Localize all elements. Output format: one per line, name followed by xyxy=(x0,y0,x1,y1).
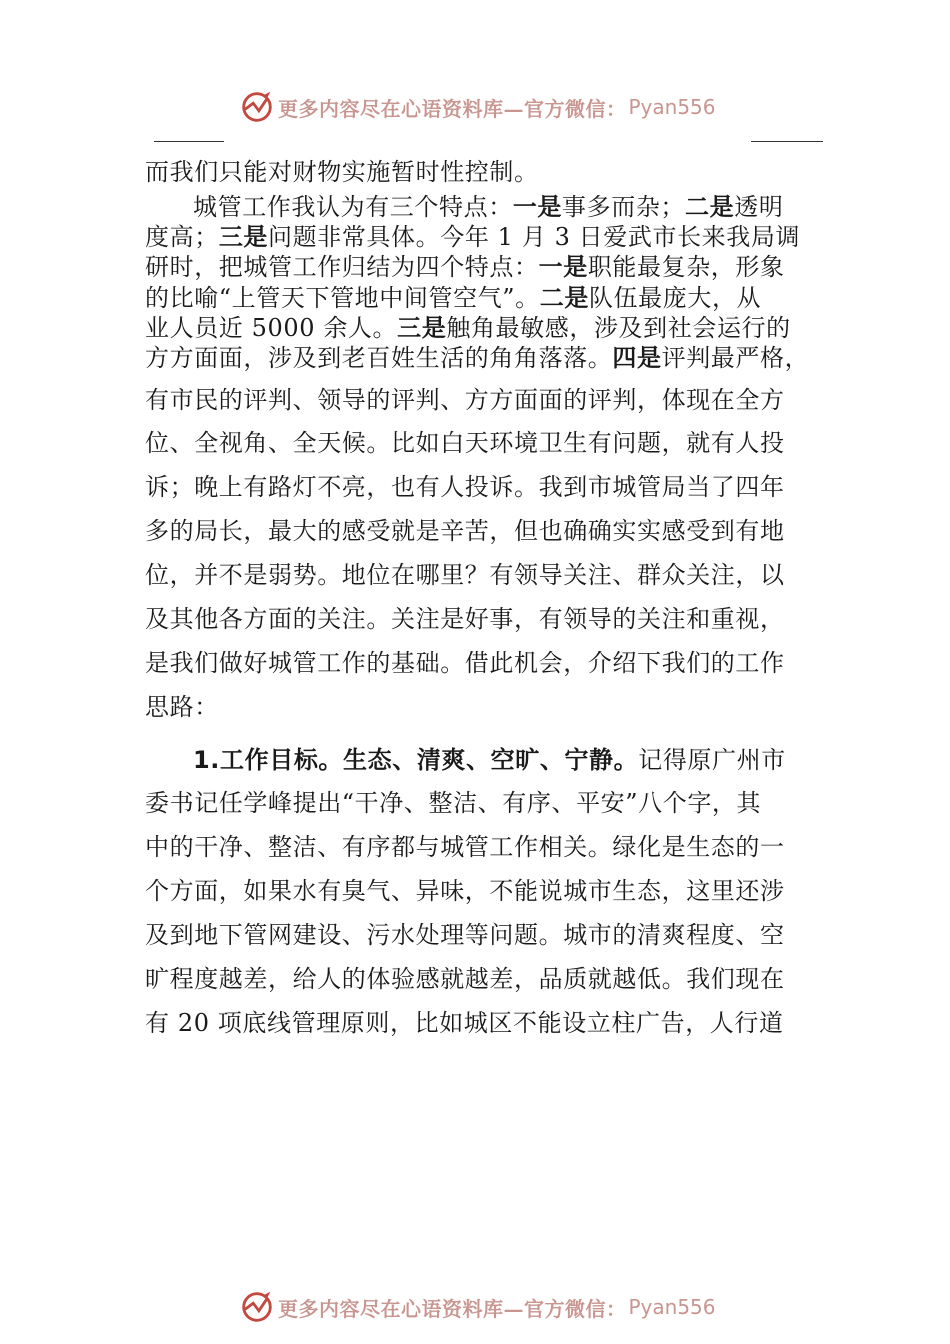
text-line xyxy=(145,876,785,906)
body-text: 及其他各方面的关注。关注是好事，有领导的关注和重视， xyxy=(145,605,785,633)
watermark-logo-icon xyxy=(238,88,276,126)
text-line xyxy=(145,1008,784,1038)
text-line xyxy=(193,745,786,775)
body-text: 触角最敏感，涉及到社会运行的 xyxy=(446,314,791,342)
body-text: 及到地下管网建设、污水处理等问题。城市的清爽程度、空 xyxy=(145,921,785,949)
body-text: 事多而杂； xyxy=(562,193,686,221)
text-line xyxy=(145,343,809,373)
body-text: 的比喻“上管天下管地中间管空气”。 xyxy=(145,284,540,312)
body-text: 评判最严格， xyxy=(661,344,810,372)
text-line xyxy=(145,648,785,678)
body-text: 个方面，如果水有臭气、异味，不能说城市生态，这里还涉 xyxy=(145,877,785,905)
body-text: 城管工作我认为有三个特点： xyxy=(193,193,513,221)
body-text: 透明 xyxy=(734,193,784,221)
body-text: 位，并不是弱势。地位在哪里？有领导关注、群众关注，以 xyxy=(145,561,785,589)
text-line xyxy=(145,832,785,862)
body-text: 旷程度越差，给人的体验感就越差，品质就越低。我们现在 xyxy=(145,965,785,993)
body-text: 多的局长，最大的感受就是辛苦，但也确确实实感受到有地 xyxy=(145,517,785,545)
body-text: 问题非常具体。今年 1 月 3 日爱武市长来我局调 xyxy=(268,223,801,251)
text-line xyxy=(145,516,785,546)
emphasis-text: 三是 xyxy=(218,223,269,251)
text-line xyxy=(145,313,791,343)
text-line xyxy=(145,788,761,818)
body-text: 中的干净、整洁、有序都与城管工作相关。绿化是生态的一 xyxy=(145,833,785,861)
text-line xyxy=(145,222,800,252)
body-text: 队伍最庞大，从 xyxy=(588,284,762,312)
text-line xyxy=(145,157,539,187)
text-line xyxy=(145,385,785,415)
text-line xyxy=(145,964,785,994)
emphasis-text: 二是 xyxy=(685,193,735,221)
text-line xyxy=(145,920,785,950)
text-line xyxy=(145,604,785,634)
body-text: 位、全视角、全天候。比如白天环境卫生有问题，就有人投 xyxy=(145,429,785,457)
text-line xyxy=(145,692,219,722)
emphasis-text: 三是 xyxy=(397,314,447,342)
emphasis-text: 一是 xyxy=(538,253,588,281)
body-text: 研时，把城管工作归结为四个特点： xyxy=(145,253,539,281)
watermark-logo-icon xyxy=(238,1288,276,1326)
watermark-text: 更多内容尽在心语资料库—官方微信： xyxy=(278,1296,627,1321)
body-text: 有市民的评判、领导的评判、方方面面的评判，体现在全方 xyxy=(145,386,785,414)
body-text: 度高； xyxy=(145,223,219,251)
body-text: 方方面面，涉及到老百姓生活的角角落落。 xyxy=(145,344,613,372)
header-rule-left xyxy=(154,141,224,142)
watermark-text: 更多内容尽在心语资料库—官方微信： xyxy=(278,96,627,121)
text-line xyxy=(145,428,785,458)
emphasis-text: 二是 xyxy=(539,284,589,312)
text-line xyxy=(145,472,785,502)
header-watermark xyxy=(238,88,716,126)
body-text: 业人员近 5000 余人。 xyxy=(145,314,398,342)
emphasis-text: 一是 xyxy=(512,193,563,221)
footer-watermark xyxy=(238,1288,716,1326)
emphasis-text: 1.工作目标。生态、清爽、空旷、宁静。 xyxy=(193,746,639,774)
text-line xyxy=(145,283,761,313)
emphasis-text: 四是 xyxy=(612,344,662,372)
text-line xyxy=(145,252,785,282)
body-text: 有 20 项底线管理原则，比如城区不能设立柱广告，人行道 xyxy=(145,1009,784,1037)
body-text: 思路： xyxy=(145,693,219,721)
body-text: 是我们做好城管工作的基础。借此机会，介绍下我们的工作 xyxy=(145,649,785,677)
text-line xyxy=(145,560,785,590)
text-line xyxy=(193,192,783,222)
body-text: 委书记任学峰提出“干净、整洁、有序、平安”八个字，其 xyxy=(145,789,762,817)
watermark-wechat: Pyan556 xyxy=(628,95,716,119)
body-text: 诉；晚上有路灯不亮，也有人投诉。我到市城管局当了四年 xyxy=(145,473,785,501)
body-text: 而我们只能对财物实施暂时性控制。 xyxy=(145,158,539,186)
body-text: 记得原广州市 xyxy=(638,746,786,774)
header-rule-right xyxy=(751,141,823,142)
body-text: 职能最复杂，形象 xyxy=(587,253,785,281)
watermark-wechat: Pyan556 xyxy=(628,1295,716,1319)
